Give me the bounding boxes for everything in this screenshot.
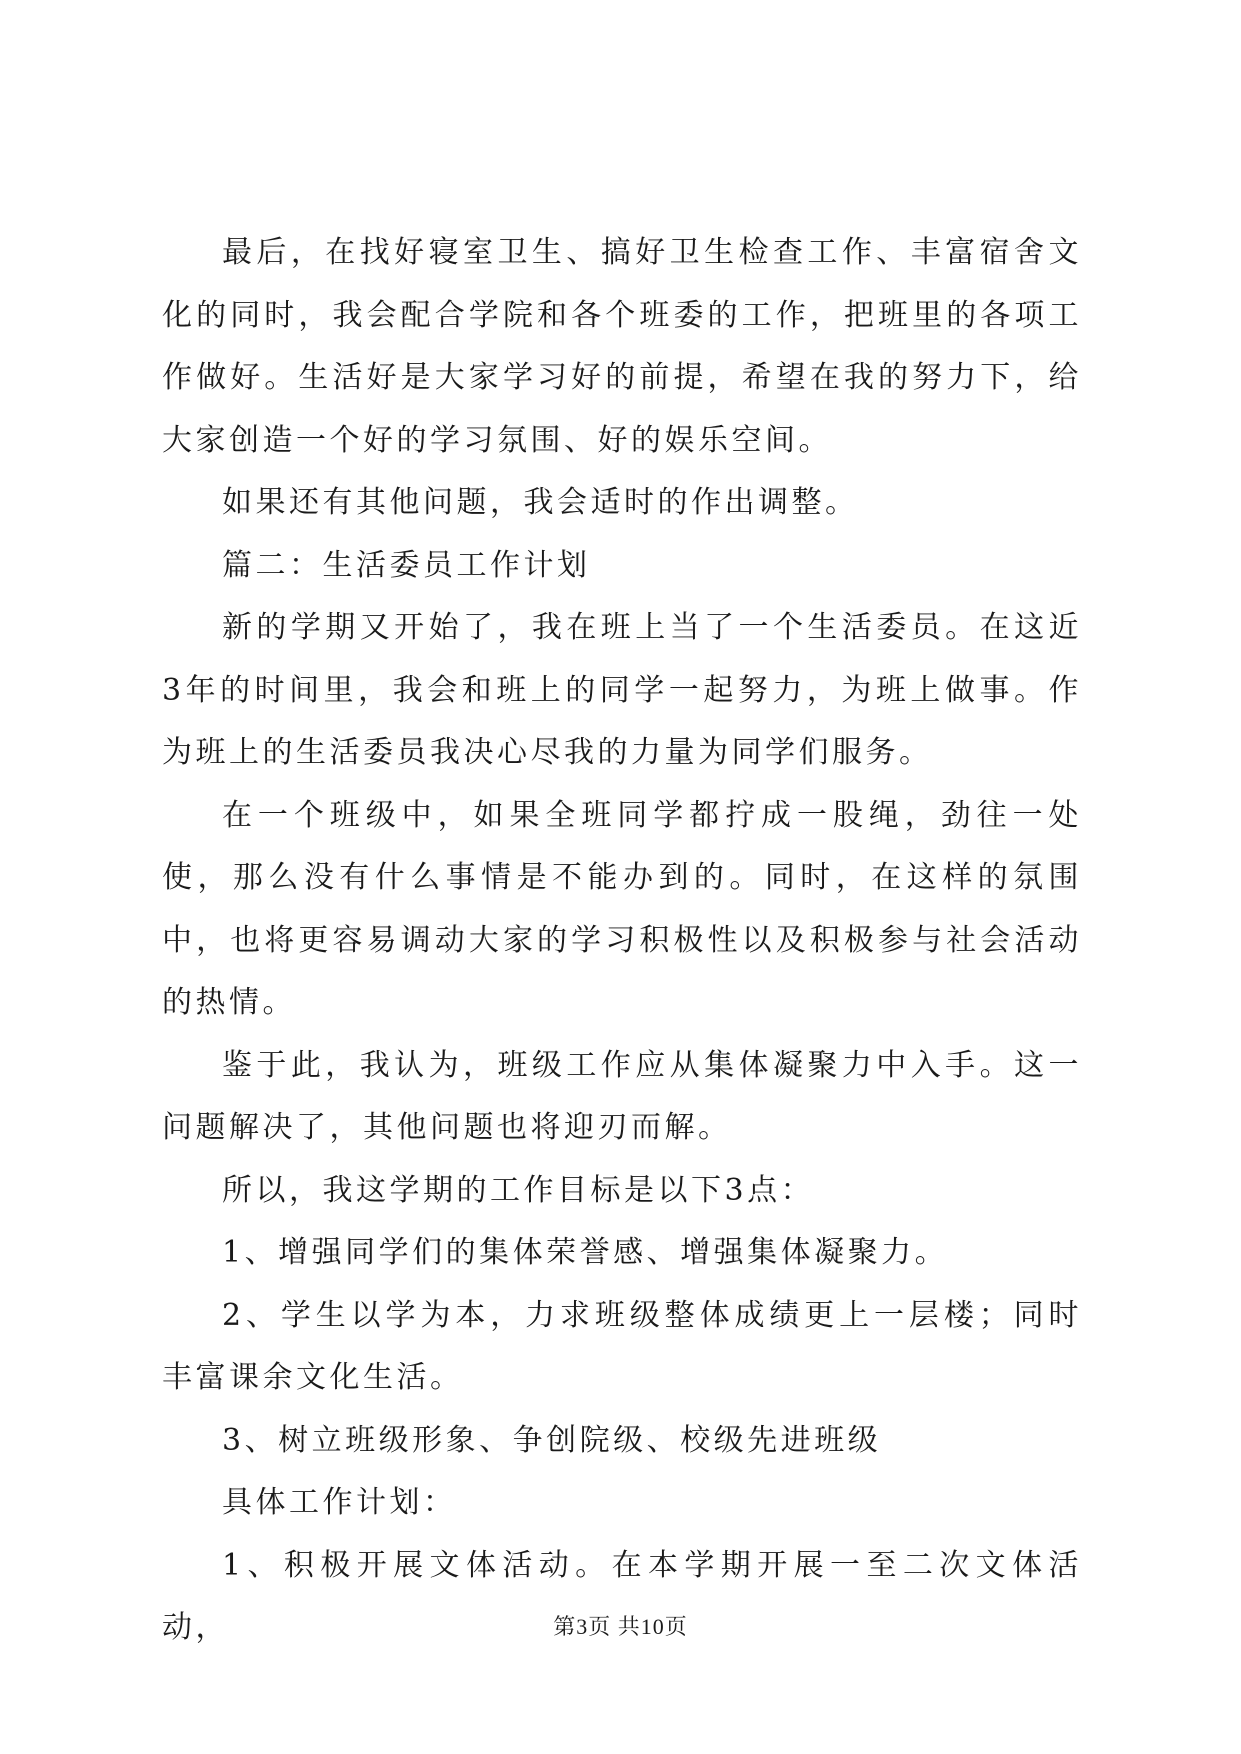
list-item: 1、增强同学们的集体荣誉感、增强集体凝聚力。 bbox=[222, 1235, 949, 1270]
document-body bbox=[162, 222, 1082, 1660]
paragraph: 最后，在找好寝室卫生、搞好卫生检查工作、丰富宿舍文化的同时，我会配合学院和各个班委的工作，把班里的各项工作做好。生活好是大家学习好的前提，希望在我的努力下，给大家创造一个好的学习氛围、好的娱乐空间。 bbox=[162, 235, 1082, 458]
list-item: 2、学生以学为本，力求班级整体成绩更上一层楼；同时丰富课余文化生活。 bbox=[162, 1297, 1082, 1395]
section-heading: 篇二：生活委员工作计划 bbox=[222, 547, 591, 583]
list-item: 1、积极开展文体活动。在本学期开展一至二次文体活动， bbox=[162, 1547, 1082, 1645]
paragraph: 新的学期又开始了，我在班上当了一个生活委员。在这近3年的时间里，我会和班上的同学一起努力，为班上做事。作为班上的生活委员我决心尽我的力量为同学们服务。 bbox=[162, 610, 1082, 770]
paragraph: 所以，我这学期的工作目标是以下3点： bbox=[222, 1172, 815, 1208]
paragraph: 如果还有其他问题，我会适时的作出调整。 bbox=[222, 485, 859, 520]
page-number-footer: 第3页 共10页 bbox=[553, 1614, 688, 1639]
paragraph: 具体工作计划： bbox=[222, 1485, 457, 1520]
paragraph: 鉴于此，我认为，班级工作应从集体凝聚力中入手。这一问题解决了，其他问题也将迎刃而解。 bbox=[162, 1047, 1082, 1145]
paragraph: 在一个班级中，如果全班同学都拧成一股绳，劲往一处使，那么没有什么事情是不能办到的。同时，在这样的氛围中，也将更容易调动大家的学习积极性以及积极参与社会活动的热情。 bbox=[162, 797, 1082, 1020]
list-item: 3、树立班级形象、争创院级、校级先进班级 bbox=[222, 1422, 882, 1458]
